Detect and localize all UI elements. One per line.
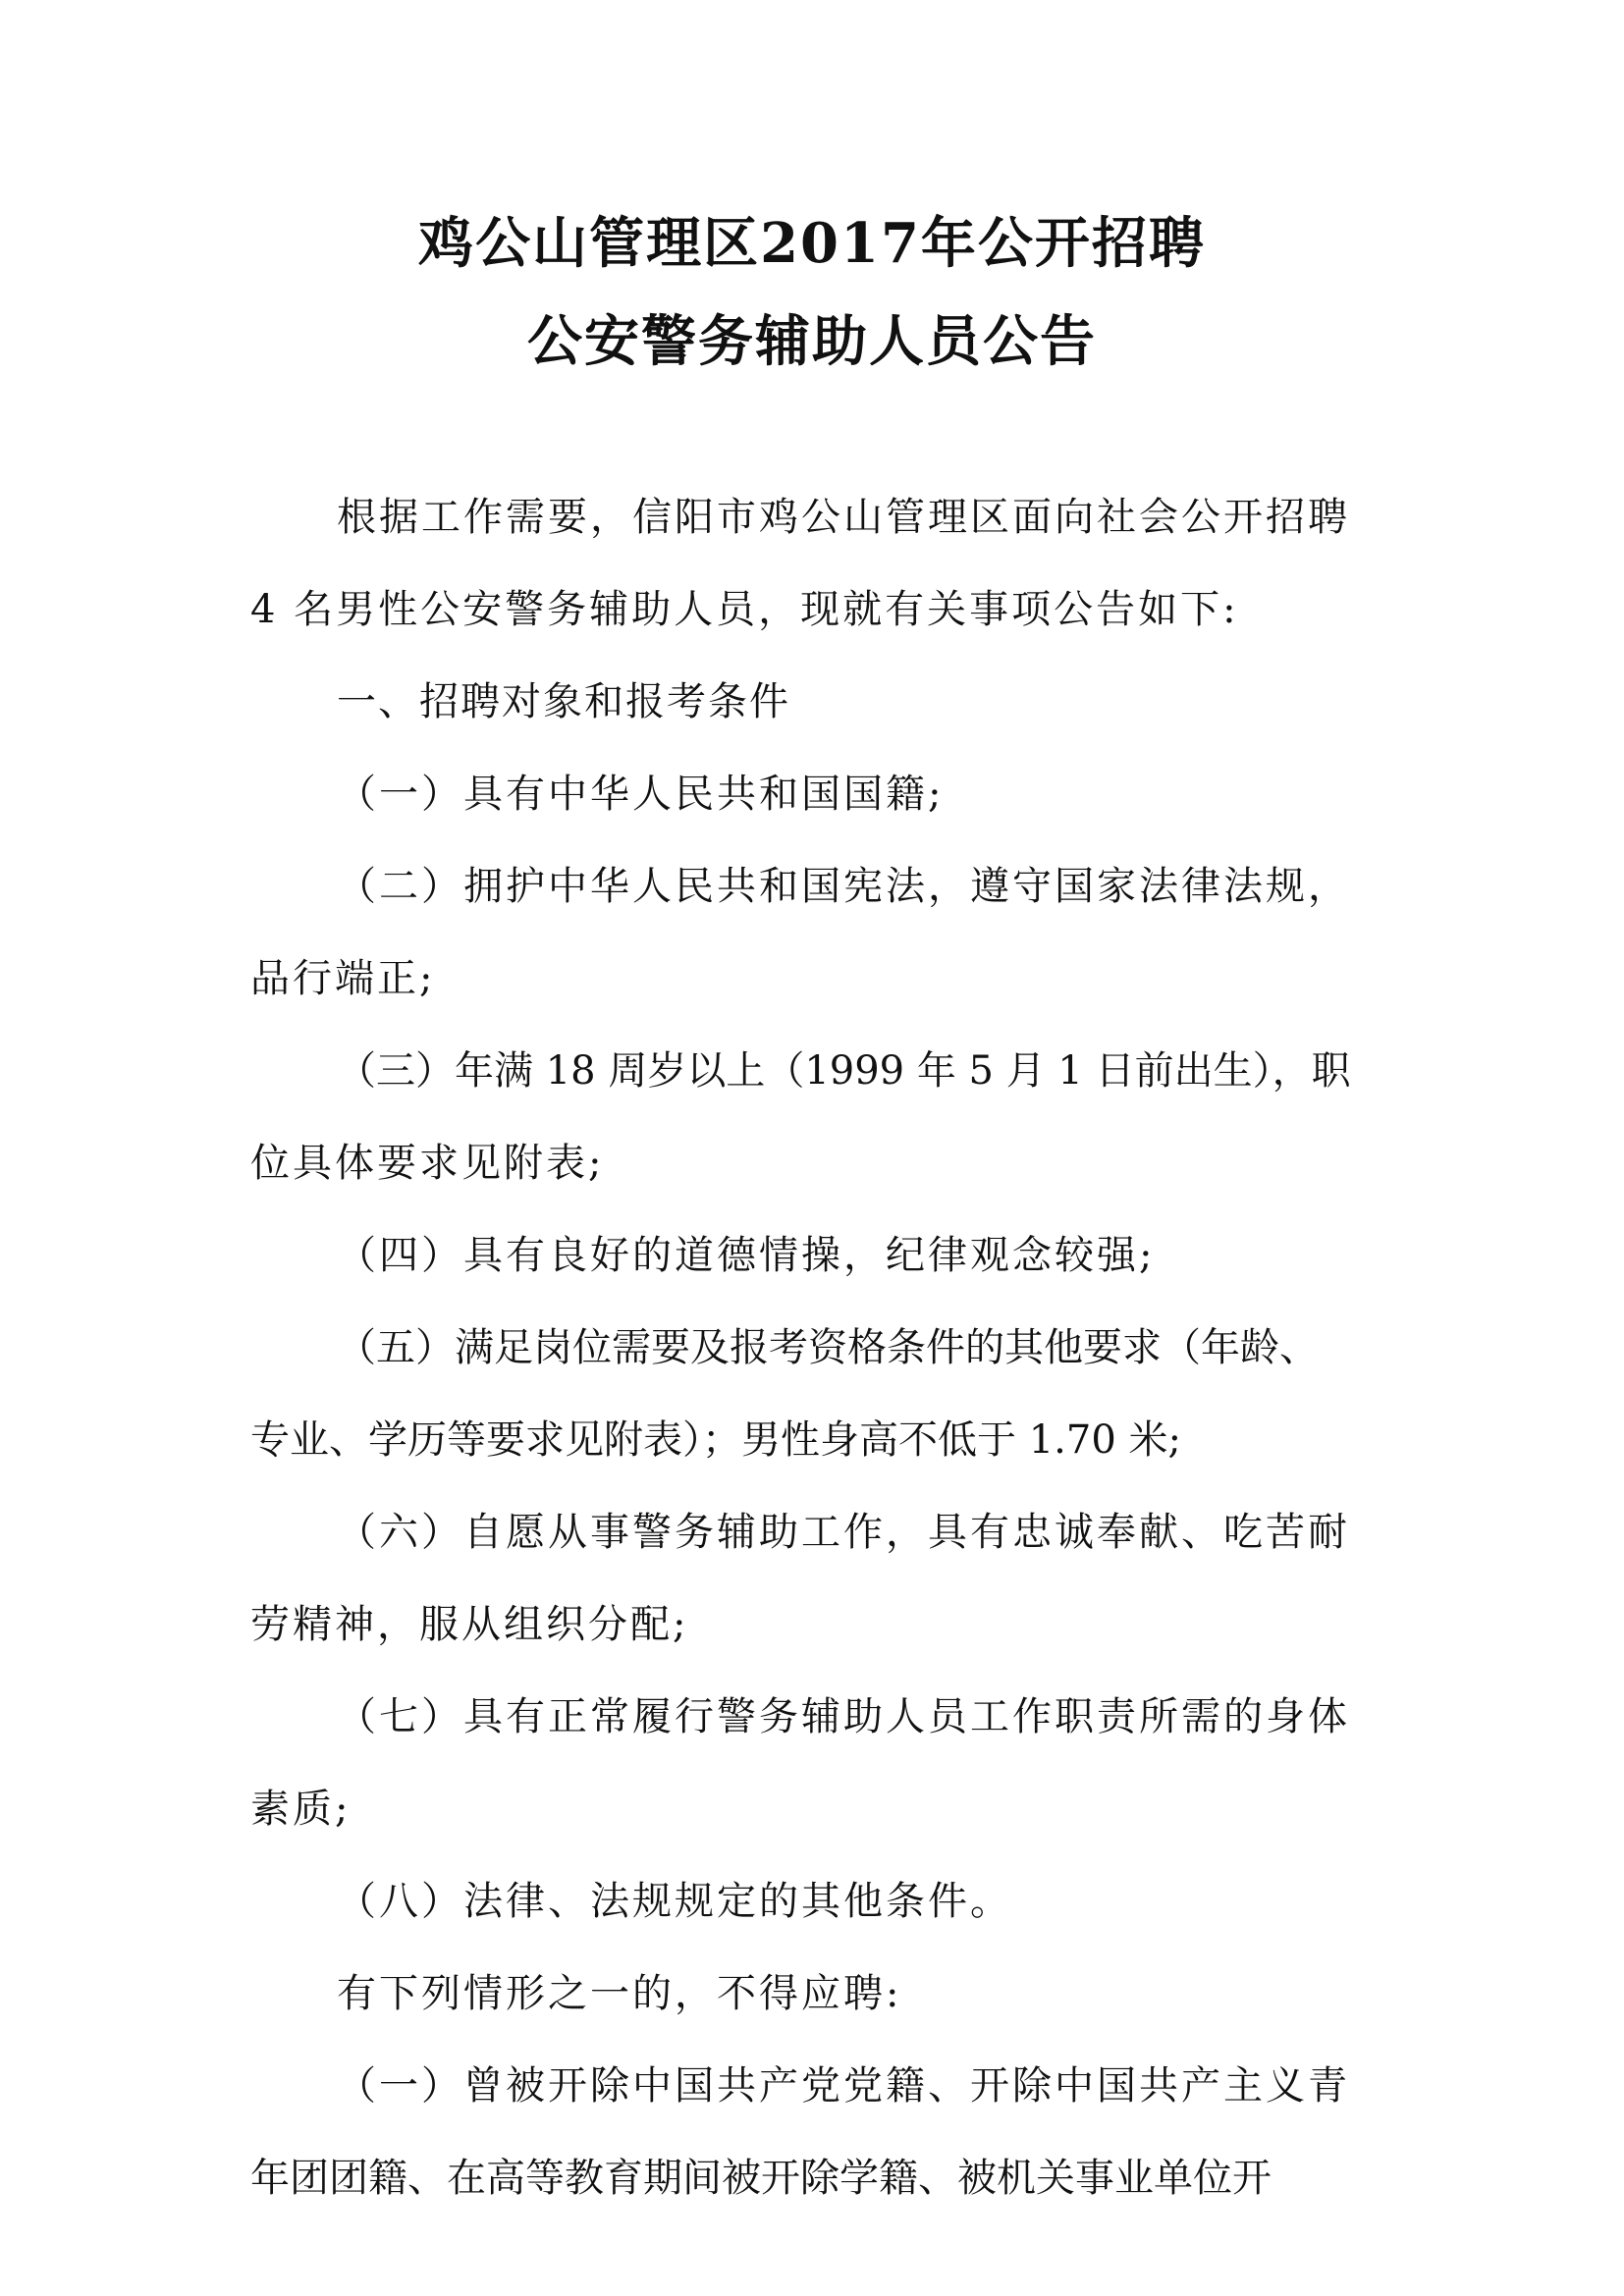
condition-8: （八）法律、法规规定的其他条件。	[337, 1879, 1012, 1924]
section-heading-1: 一、招聘对象和报考条件	[337, 679, 790, 724]
condition-2-line-1: （二）拥护中华人民共和国宪法，遵守国家法律法规，	[337, 864, 1350, 909]
exclusion-1-line-1: （一）曾被开除中国共产党党籍、开除中国共产主义青	[337, 2063, 1350, 2109]
condition-2-line-2: 品行端正;	[250, 956, 436, 1001]
condition-1: （一）具有中华人民共和国国籍;	[337, 772, 945, 817]
condition-5-line-1: （五）满足岗位需要及报考资格条件的其他要求（年龄、	[337, 1325, 1319, 1370]
intro-paragraph-line-1: 根据工作需要，信阳市鸡公山管理区面向社会公开招聘	[337, 495, 1350, 540]
document-title-line-2: 公安警务辅助人员公告	[527, 309, 1097, 374]
condition-7-line-1: （七）具有正常履行警务辅助人员工作职责所需的身体	[337, 1694, 1350, 1739]
condition-6-line-1: （六）自愿从事警务辅助工作，具有忠诚奉献、吃苦耐	[337, 1510, 1350, 1555]
condition-7-line-2: 素质;	[250, 1787, 352, 1832]
condition-3-line-1: （三）年满 18 周岁以上（1999 年 5 月 1 日前出生），职	[337, 1048, 1351, 1094]
condition-3-line-2: 位具体要求见附表;	[250, 1141, 605, 1186]
condition-4: （四）具有良好的道德情操，纪律观念较强;	[337, 1233, 1156, 1278]
condition-5-line-2: 专业、学历等要求见附表）；男性身高不低于 1.70 米;	[250, 1417, 1181, 1463]
condition-6-line-2: 劳精神，服从组织分配;	[250, 1602, 689, 1647]
document-body	[250, 471, 1389, 2224]
exclusion-intro: 有下列情形之一的，不得应聘:	[337, 1971, 902, 2016]
intro-paragraph-line-2: 4 名男性公安警务辅助人员，现就有关事项公告如下:	[250, 587, 1239, 632]
exclusion-1-line-2: 年团团籍、在高等教育期间被开除学籍、被机关事业单位开	[250, 2156, 1272, 2201]
document-title-line-1: 鸡公山管理区2017年公开招聘	[418, 211, 1206, 276]
